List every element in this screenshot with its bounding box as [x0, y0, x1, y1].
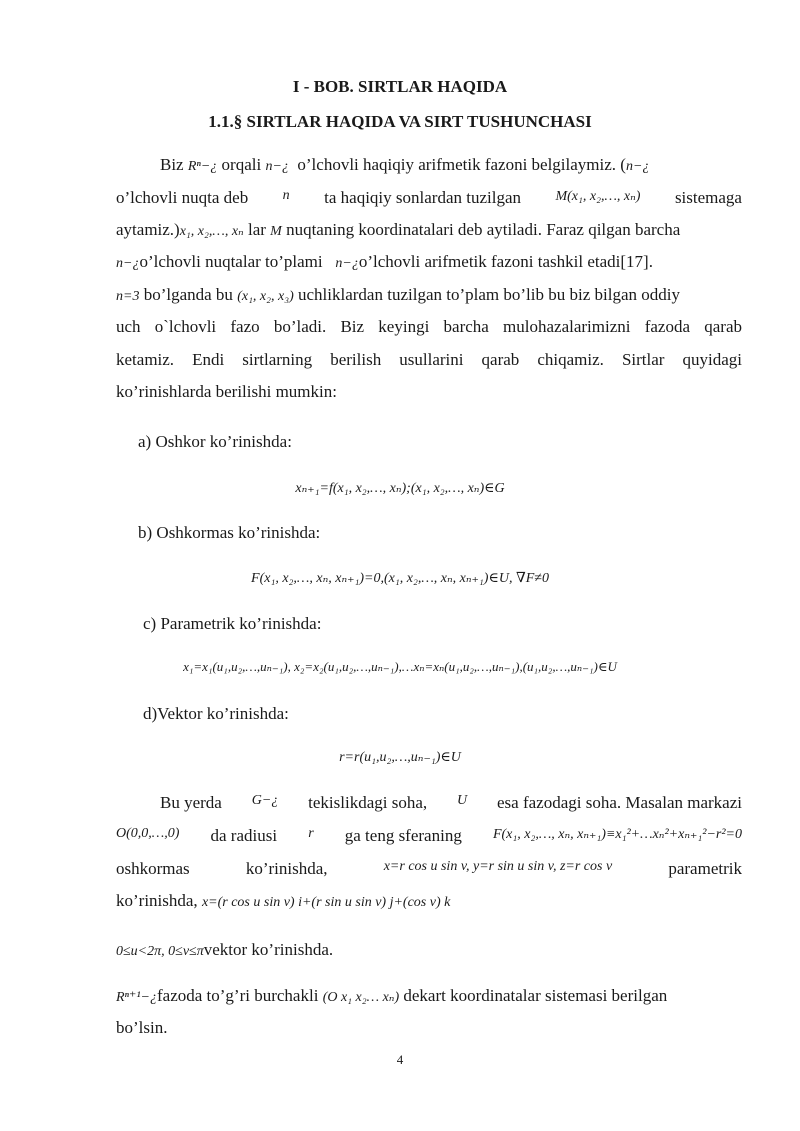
text: dekart koordinatalar sistemasi berilgan	[403, 986, 668, 1005]
math: G−¿	[251, 793, 279, 808]
math: x₁, x₂,…, xₙ	[179, 224, 244, 239]
text: tekislikdagi soha,	[308, 793, 428, 812]
intro-line-6: uch o`lchovli fazo bo’ladi. Biz keyingi barcha mulohazalarimizni fazoda qarab	[116, 317, 742, 336]
text: ta haqiqiy sonlardan tuzilgan	[324, 188, 522, 207]
math: n	[282, 188, 290, 203]
math: x=r cos u sin v, y=r sin u sin v, z=r cos v	[383, 859, 613, 874]
math: M(x₁, x₂,…, xₙ)	[555, 189, 641, 204]
intro-line-4	[116, 252, 742, 272]
text: ko’rinishda,	[116, 891, 198, 910]
para2-line-4	[116, 891, 450, 911]
text: lar	[247, 220, 266, 239]
math: O(0,0,…,0)	[116, 826, 180, 841]
math: n−¿	[116, 256, 140, 271]
text: orqali	[221, 155, 262, 174]
intro-line-3	[116, 220, 742, 240]
formula-d: r=r(u₁,u₂,…,uₙ₋₁)∈U	[339, 750, 461, 765]
para2-line-3	[116, 859, 742, 879]
math: Rⁿ⁺¹−¿	[116, 990, 157, 1005]
text: Bu yerda	[160, 793, 222, 812]
text: esa fazodagi soha. Masalan markazi	[497, 793, 742, 812]
text: o’lchovli nuqtalar to’plami	[139, 252, 323, 271]
math: (x₁, x₂, x₃)	[237, 289, 294, 304]
text: nuqtaning koordinatalari deb aytiladi. Faraz qilgan barcha	[286, 220, 681, 239]
text: o’lchovli haqiqiy arifmetik fazoni belgilaymiz. (	[297, 155, 626, 174]
text: aytamiz.)	[116, 220, 180, 239]
math: n−¿	[625, 159, 650, 174]
text: ko’rinishda,	[245, 859, 328, 878]
chapter-title: I - BOB. SIRTLAR HAQIDA	[292, 77, 508, 96]
formula-a: xₙ₊₁=f(x₁, x₂,…, xₙ);(x₁, x₂,…, xₙ)∈G	[295, 481, 505, 496]
item-a-label: a) Oshkor ko’rinishda:	[138, 432, 292, 451]
math: r	[308, 826, 314, 841]
section-title: 1.1.§ SIRTLAR HAQIDA VA SIRT TUSHUNCHASI	[208, 112, 592, 131]
item-b-label: b) Oshkormas ko’rinishda:	[138, 523, 321, 542]
math: x=(r cos u sin v) i+(r sin u sin v) j+(cos v) k	[201, 895, 451, 910]
intro-line-5	[116, 285, 742, 305]
para2-line-5	[116, 940, 333, 960]
text: sistemaga	[674, 188, 742, 207]
text: Biz	[160, 155, 184, 174]
intro-line-2	[116, 188, 742, 208]
text: oshkormas	[116, 859, 190, 878]
text: o’lchovli nuqta deb	[116, 188, 249, 207]
text: ga teng sferaning	[344, 826, 462, 845]
text: da radiusi	[210, 826, 278, 845]
text: vektor ko’rinishda.	[203, 940, 334, 959]
math: U	[457, 793, 468, 808]
text: o’lchovli arifmetik fazoni tashkil etadi[17].	[358, 252, 653, 271]
math: 0≤u<2π, 0≤v≤π	[116, 944, 204, 959]
text: parametrik	[668, 859, 742, 878]
para2-line-1	[160, 793, 742, 813]
intro-line-8: ko’rinishlarda berilishi mumkin:	[116, 382, 337, 401]
intro-line-1	[160, 155, 742, 175]
formula-c: x₁=x₁(u₁,u₂,…,uₙ₋₁), x₂=x₂(u₁,u₂,…,uₙ₋₁),…xₙ=xₙ(u₁,u₂,…,uₙ₋₁),(u₁,u₂,…,uₙ₋₁)∈U	[183, 659, 617, 674]
math: n−¿	[265, 159, 289, 174]
math: F(x₁, x₂,…, xₙ, xₙ₊₁)≡x₁²+…xₙ²+xₙ₊₁²−r²=0	[492, 827, 742, 842]
para2-line-7: bo’lsin.	[116, 1018, 168, 1037]
intro-line-7: ketamiz. Endi sirtlarning berilish usullarini qarab chiqamiz. Sirtlar quyidagi	[116, 350, 742, 369]
math: n=3	[116, 289, 140, 304]
math: Rⁿ−¿	[187, 159, 218, 174]
para2-line-6	[116, 986, 742, 1006]
formula-b: F(x₁, x₂,…, xₙ, xₙ₊₁)=0,(x₁, x₂,…, xₙ, xₙ₊₁)∈U, ∇F≠0	[251, 571, 549, 586]
text: uchliklardan tuzilgan to’plam bo’lib bu biz bilgan oddiy	[298, 285, 680, 304]
math: n−¿	[335, 256, 359, 271]
text: bo’lganda bu	[143, 285, 233, 304]
math: (O x₁ x₂… xₙ)	[322, 990, 400, 1005]
item-c-label: c) Parametrik ko’rinishda:	[143, 614, 322, 633]
item-d-label: d)Vektor ko’rinishda:	[143, 704, 289, 723]
para2-line-2	[116, 826, 742, 846]
text: fazoda to’g’ri burchakli	[157, 986, 319, 1005]
math: M	[270, 224, 282, 239]
page-number: 4	[396, 1052, 404, 1067]
